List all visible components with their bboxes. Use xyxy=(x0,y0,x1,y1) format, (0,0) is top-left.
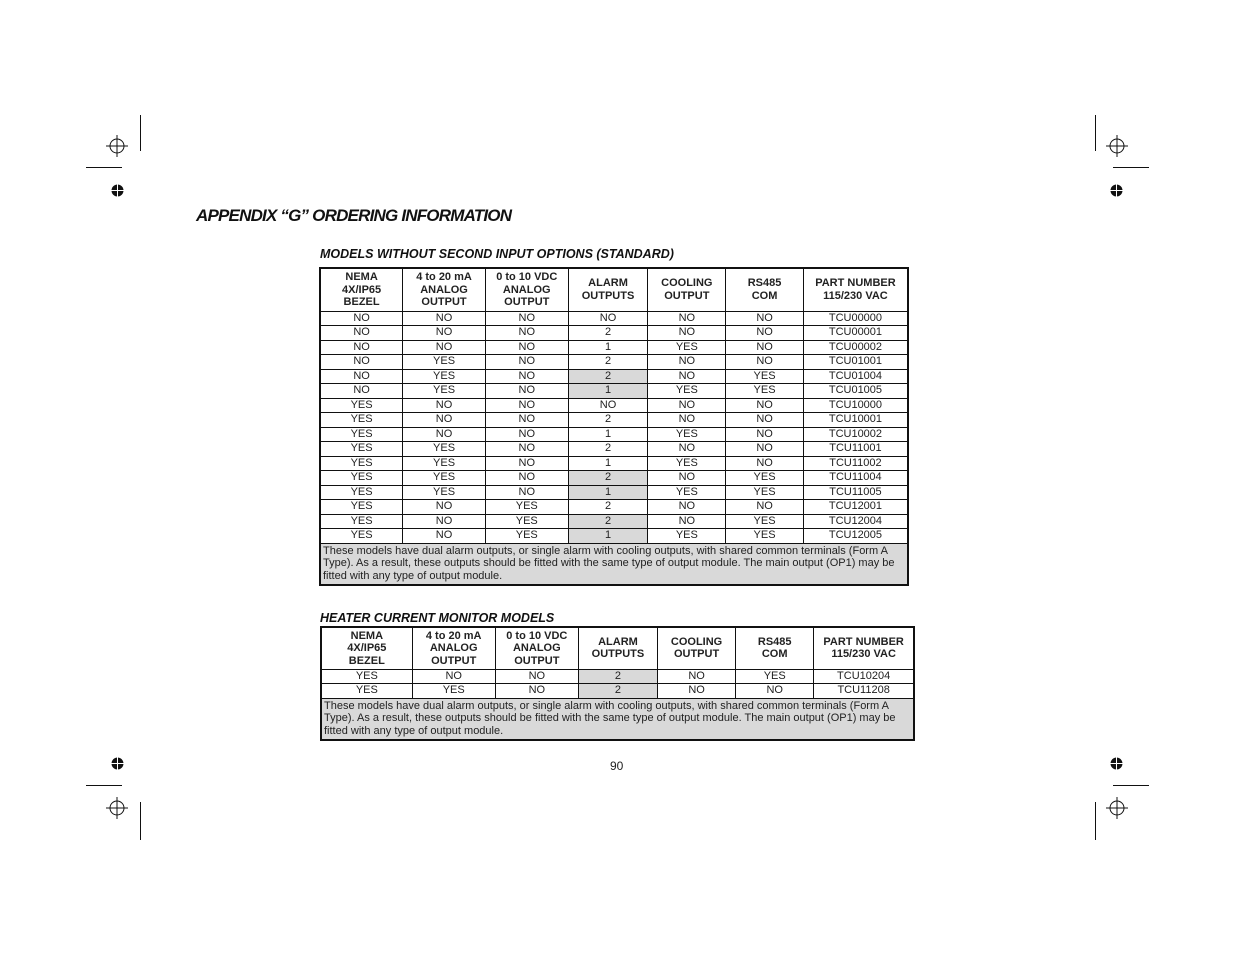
table-cell: YES xyxy=(403,456,486,471)
table-cell: YES xyxy=(726,514,804,529)
part-number-cell: TCU11004 xyxy=(803,471,908,486)
table-cell: 2 xyxy=(568,326,648,341)
table-cell: NO xyxy=(726,413,804,428)
part-number-cell: TCU01004 xyxy=(803,369,908,384)
table-cell: YES xyxy=(320,471,403,486)
part-number-cell: TCU01001 xyxy=(803,355,908,370)
table-cell: NO xyxy=(658,669,736,684)
column-header xyxy=(726,268,804,311)
registration-dot-icon xyxy=(1110,184,1123,197)
registration-dot-icon xyxy=(111,757,124,770)
table-row xyxy=(320,500,908,515)
table-cell: YES xyxy=(648,427,726,442)
column-header-line: 0 to 10 VDC xyxy=(506,629,568,642)
table-cell: NO xyxy=(726,340,804,355)
table-cell: NO xyxy=(568,311,648,326)
table-row xyxy=(320,311,908,326)
page-number: 90 xyxy=(610,759,624,773)
table-cell: NO xyxy=(485,413,568,428)
heater-section-title: HEATER CURRENT MONITOR MODELS xyxy=(320,611,555,625)
table-row xyxy=(320,326,908,341)
table-cell: YES xyxy=(403,471,486,486)
table-cell: YES xyxy=(320,442,403,457)
table-cell: 2 xyxy=(568,413,648,428)
part-number-cell: TCU12004 xyxy=(803,514,908,529)
column-header-line: PART NUMBER xyxy=(815,277,896,290)
column-header-line: RS485 xyxy=(757,635,792,648)
column-header xyxy=(485,268,568,311)
table-cell: YES xyxy=(403,442,486,457)
registration-dot-icon xyxy=(111,184,124,197)
table-cell: YES xyxy=(403,369,486,384)
table-cell: NO xyxy=(648,369,726,384)
table-cell: NO xyxy=(648,514,726,529)
table-row xyxy=(321,669,914,684)
column-header-line: BEZEL xyxy=(343,296,380,308)
table-cell: YES xyxy=(726,471,804,486)
column-header-line: 4 to 20 mA xyxy=(425,629,482,642)
table-cell: NO xyxy=(403,529,486,544)
table-cell: YES xyxy=(726,529,804,544)
table-cell: YES xyxy=(320,529,403,544)
column-header xyxy=(578,627,657,669)
table-cell: NO xyxy=(658,684,736,699)
column-header-line: COM xyxy=(751,289,778,302)
column-header-line: OUTPUT xyxy=(514,654,560,667)
table-cell: NO xyxy=(485,340,568,355)
table-cell: NO xyxy=(726,398,804,413)
table-cell: NO xyxy=(403,413,486,428)
table-row xyxy=(320,471,908,486)
table-cell: NO xyxy=(648,326,726,341)
table-cell: NO xyxy=(648,311,726,326)
table-cell: NO xyxy=(485,456,568,471)
column-header-line: OUTPUT xyxy=(664,289,710,302)
column-header-line: COM xyxy=(761,648,788,661)
column-header xyxy=(736,627,814,669)
column-header-line: 4 to 20 mA xyxy=(416,271,472,283)
table-cell: YES xyxy=(320,500,403,515)
table-cell: YES xyxy=(736,669,814,684)
column-header-line: NEMA xyxy=(350,629,384,642)
column-header-line: ANALOG xyxy=(502,283,551,296)
table-cell: NO xyxy=(485,427,568,442)
column-header-line: BEZEL xyxy=(348,654,385,667)
table-cell: NO xyxy=(485,485,568,500)
table-cell: YES xyxy=(726,485,804,500)
table-cell: YES xyxy=(726,384,804,399)
table-cell: NO xyxy=(403,311,486,326)
table-cell: YES xyxy=(485,529,568,544)
table-cell: NO xyxy=(648,355,726,370)
table-body xyxy=(320,311,908,543)
table-cell: YES xyxy=(320,398,403,413)
column-header xyxy=(320,268,403,311)
column-header xyxy=(568,268,648,311)
part-number-cell: TCU12001 xyxy=(803,500,908,515)
crosshair-icon xyxy=(1106,797,1128,819)
crop-line xyxy=(1095,115,1096,151)
table-row xyxy=(320,442,908,457)
column-header-line: OUTPUT xyxy=(431,654,477,667)
table-row xyxy=(320,355,908,370)
table-cell: NO xyxy=(736,684,814,699)
part-number-cell: TCU11002 xyxy=(803,456,908,471)
table-cell: 2 xyxy=(568,471,648,486)
table-cell: YES xyxy=(648,485,726,500)
table-cell: YES xyxy=(320,427,403,442)
table-cell: YES xyxy=(485,500,568,515)
column-header xyxy=(803,268,908,311)
table-cell: 2 xyxy=(568,442,648,457)
column-header xyxy=(403,268,486,311)
part-number-cell: TCU10001 xyxy=(803,413,908,428)
column-header xyxy=(495,627,578,669)
table-cell: YES xyxy=(648,456,726,471)
table-cell: YES xyxy=(412,684,495,699)
heater-models-table xyxy=(320,626,915,741)
table-cell: NO xyxy=(485,384,568,399)
crop-line xyxy=(140,115,141,151)
table-cell: NO xyxy=(726,442,804,457)
table-row xyxy=(320,456,908,471)
table-cell: NO xyxy=(726,456,804,471)
table-note: These models have dual alarm outputs, or single alarm with cooling outputs, with shared common terminals (Form A Type). As a result, these outputs should be fitted with the same type of output module. The main output (OP1) may be fitted with any type of output module. xyxy=(321,698,914,740)
column-header-line: PART NUMBER xyxy=(823,635,904,648)
column-header-line: 4X/IP65 xyxy=(347,642,387,654)
column-header-line: ANALOG xyxy=(429,642,478,654)
column-header-line: RS485 xyxy=(747,277,782,290)
column-header-line: ANALOG xyxy=(512,642,561,654)
column-header-line: OUTPUT xyxy=(673,648,720,661)
table-cell: NO xyxy=(648,413,726,428)
table-cell: 1 xyxy=(568,427,648,442)
table-row xyxy=(320,340,908,355)
column-header-line: OUTPUT xyxy=(421,296,467,308)
table-cell: NO xyxy=(403,500,486,515)
table-cell: NO xyxy=(485,326,568,341)
table-header-row xyxy=(321,627,914,669)
table-cell: 2 xyxy=(568,369,648,384)
table-note: These models have dual alarm outputs, or single alarm with cooling outputs, with shared common terminals (Form A Type). As a result, these outputs should be fitted with the same type of output module. The main output (OP1) may be fitted with any type of output module. xyxy=(320,543,908,585)
part-number-cell: TCU10204 xyxy=(814,669,914,684)
table-cell: YES xyxy=(320,514,403,529)
table-cell: NO xyxy=(403,514,486,529)
column-header-line: ALARM xyxy=(598,635,638,648)
table-cell: 2 xyxy=(568,500,648,515)
column-header-line: 115/230 VAC xyxy=(823,289,888,302)
table-cell: NO xyxy=(320,355,403,370)
table-cell: NO xyxy=(403,427,486,442)
table-cell: NO xyxy=(403,326,486,341)
table-cell: NO xyxy=(726,355,804,370)
column-header-line: OUTPUT xyxy=(504,296,550,308)
table-cell: NO xyxy=(320,340,403,355)
table-cell: NO xyxy=(485,369,568,384)
part-number-cell: TCU10002 xyxy=(803,427,908,442)
crop-line xyxy=(1113,167,1149,168)
table-cell: NO xyxy=(320,311,403,326)
crosshair-icon xyxy=(106,797,128,819)
crosshair-icon xyxy=(1106,135,1128,157)
table-row xyxy=(320,485,908,500)
table-cell: 1 xyxy=(568,485,648,500)
column-header-line: OUTPUTS xyxy=(591,648,645,661)
table-row xyxy=(320,398,908,413)
table-body xyxy=(321,669,914,698)
table-cell: NO xyxy=(485,398,568,413)
table-row xyxy=(320,427,908,442)
column-header-line: 4X/IP65 xyxy=(342,283,382,296)
table-cell: 1 xyxy=(568,384,648,399)
table-row xyxy=(320,384,908,399)
registration-dot-icon xyxy=(1110,757,1123,770)
table-cell: NO xyxy=(485,355,568,370)
table-row xyxy=(320,529,908,544)
column-header-line: 115/230 VAC xyxy=(831,648,896,661)
table-cell: NO xyxy=(726,311,804,326)
column-header xyxy=(321,627,412,669)
table-cell: 2 xyxy=(578,684,657,699)
table-cell: 1 xyxy=(568,456,648,471)
table-cell: 2 xyxy=(578,669,657,684)
table-cell: NO xyxy=(412,669,495,684)
standard-models-table xyxy=(319,267,909,586)
table-cell: NO xyxy=(485,311,568,326)
table-cell: YES xyxy=(320,413,403,428)
part-number-cell: TCU12005 xyxy=(803,529,908,544)
column-header-line: COOLING xyxy=(661,277,713,290)
table-cell: NO xyxy=(648,398,726,413)
table-cell: YES xyxy=(320,456,403,471)
part-number-cell: TCU00002 xyxy=(803,340,908,355)
table-cell: YES xyxy=(321,684,412,699)
column-header-line: ALARM xyxy=(588,277,628,290)
table-header-row xyxy=(320,268,908,311)
table-row xyxy=(320,514,908,529)
column-header xyxy=(648,268,726,311)
column-header-line: 0 to 10 VDC xyxy=(496,271,558,283)
table-cell: YES xyxy=(485,514,568,529)
table-cell: 1 xyxy=(568,529,648,544)
column-header-line: COOLING xyxy=(670,635,723,648)
part-number-cell: TCU10000 xyxy=(803,398,908,413)
table-cell: YES xyxy=(648,529,726,544)
part-number-cell: TCU11208 xyxy=(814,684,914,699)
table-cell: NO xyxy=(648,500,726,515)
table-cell: YES xyxy=(403,384,486,399)
standard-section-title: MODELS WITHOUT SECOND INPUT OPTIONS (STANDARD) xyxy=(320,247,674,261)
part-number-cell: TCU11005 xyxy=(803,485,908,500)
table-cell: YES xyxy=(403,355,486,370)
part-number-cell: TCU00001 xyxy=(803,326,908,341)
table-cell: YES xyxy=(648,384,726,399)
column-header-line: ANALOG xyxy=(420,283,468,296)
crop-line xyxy=(1095,802,1096,840)
table-cell: YES xyxy=(403,485,486,500)
table-cell: NO xyxy=(726,326,804,341)
table-cell: 1 xyxy=(568,340,648,355)
table-cell: YES xyxy=(321,669,412,684)
crop-line xyxy=(140,802,141,840)
crop-line xyxy=(86,167,122,168)
table-row xyxy=(320,413,908,428)
table-cell: NO xyxy=(648,471,726,486)
column-header xyxy=(658,627,736,669)
table-cell: NO xyxy=(568,398,648,413)
part-number-cell: TCU11001 xyxy=(803,442,908,457)
table-cell: YES xyxy=(648,340,726,355)
column-header xyxy=(814,627,914,669)
appendix-title: APPENDIX “G” ORDERING INFORMATION xyxy=(196,206,512,225)
column-header-line: NEMA xyxy=(345,271,378,283)
part-number-cell: TCU01005 xyxy=(803,384,908,399)
column-header-line: OUTPUTS xyxy=(581,289,635,302)
table-cell: NO xyxy=(403,398,486,413)
table-cell: NO xyxy=(726,500,804,515)
table-row xyxy=(321,684,914,699)
crop-line xyxy=(86,785,122,786)
table-cell: NO xyxy=(485,471,568,486)
table-cell: NO xyxy=(320,369,403,384)
column-header xyxy=(412,627,495,669)
table-cell: NO xyxy=(320,326,403,341)
table-cell: NO xyxy=(320,384,403,399)
part-number-cell: TCU00000 xyxy=(803,311,908,326)
table-row xyxy=(320,369,908,384)
table-cell: NO xyxy=(495,684,578,699)
table-cell: NO xyxy=(403,340,486,355)
table-cell: YES xyxy=(726,369,804,384)
table-cell: NO xyxy=(485,442,568,457)
table-cell: 2 xyxy=(568,514,648,529)
table-cell: NO xyxy=(726,427,804,442)
table-cell: 2 xyxy=(568,355,648,370)
crop-line xyxy=(1113,785,1149,786)
table-cell: NO xyxy=(495,669,578,684)
table-cell: YES xyxy=(320,485,403,500)
table-cell: NO xyxy=(648,442,726,457)
crosshair-icon xyxy=(106,135,128,157)
